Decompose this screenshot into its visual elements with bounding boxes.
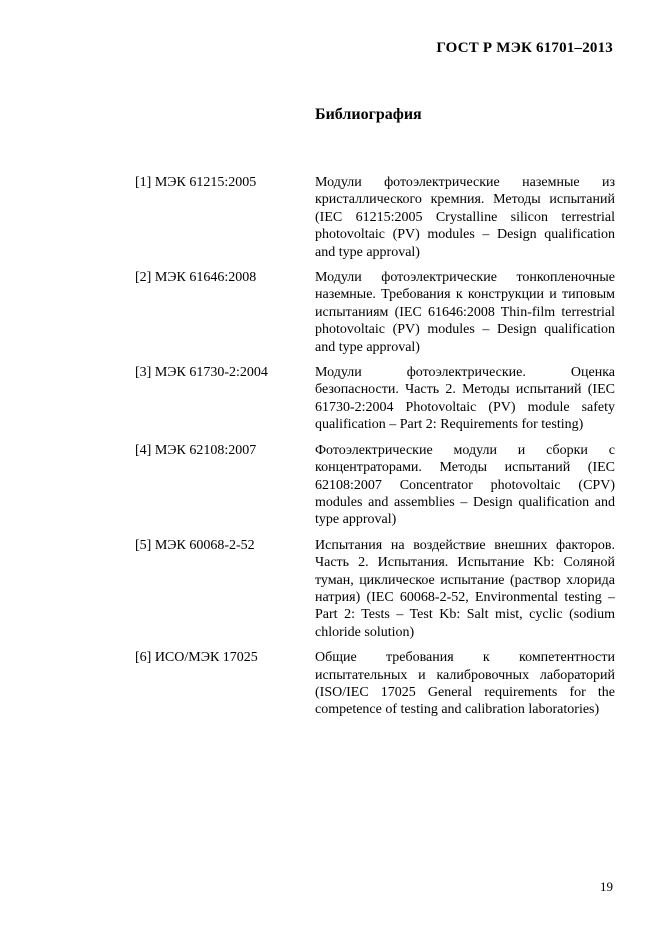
bibliography-desc: Испытания на воздействие внешних факторов. Часть 2. Испытания. Испытание Kb: Соляной туман, циклическое испытание (раствор хлорида натрия) (IEC 60068-2-52, Environmental testing – Part 2: Tests – Test Kb: Salt mist, cyclic (sodium chloride solution) xyxy=(315,537,615,640)
bibliography-desc: Модули фотоэлектрические наземные из кристаллического кремния. Методы испытаний (IEC 61215:2005 Crystalline silicon terrestrial photovoltaic (PV) modules – Design qualification and type approval) xyxy=(315,175,615,260)
document-code: ГОСТ Р МЭК 61701–2013 xyxy=(436,40,613,56)
bibliography-ref: [6] ИСО/МЭК 17025 xyxy=(135,650,258,666)
bibliography-desc: Фотоэлектрические модули и сборки с концентраторами. Методы испытаний (IEC 62108:2007 Concentrator photovoltaic (CPV) modules and assemblies – Design qualification and type approval) xyxy=(315,442,615,528)
bibliography-ref: [2] МЭК 61646:2008 xyxy=(135,270,257,286)
bibliography-entry xyxy=(135,442,615,529)
bibliography-entry xyxy=(135,174,615,261)
section-title: Библиография xyxy=(315,106,422,123)
bibliography-entry xyxy=(135,364,615,434)
bibliography-list xyxy=(135,174,615,727)
bibliography-ref: [5] МЭК 60068-2-52 xyxy=(135,537,255,553)
bibliography-ref: [1] МЭК 61215:2005 xyxy=(135,175,257,190)
bibliography-entry xyxy=(135,649,615,719)
bibliography-desc: Модули фотоэлектрические тонкопленочные наземные. Требования к конструкции и типовым испытаниям (IEC 61646:2008 Thin-film terrestrial photovoltaic (PV) modules – Design qualification and type approval) xyxy=(315,270,615,355)
bibliography-entry xyxy=(135,537,615,641)
bibliography-ref: [3] МЭК 61730-2:2004 xyxy=(135,365,268,381)
bibliography-desc: Модули фотоэлектрические. Оценка безопасности. Часть 2. Методы испытаний (IEC 61730-2:2004 Photovoltaic (PV) module safety qualification – Part 2: Requirements for testing) xyxy=(315,365,615,433)
bibliography-desc: Общие требования к компетентности испытательных и калибровочных лабораторий (ISO/IEC 17025 General requirements for the competence of testing and calibration laboratories) xyxy=(315,650,615,718)
bibliography-entry xyxy=(135,269,615,356)
bibliography-ref: [4] МЭК 62108:2007 xyxy=(135,442,257,458)
page-number: 19 xyxy=(600,879,613,894)
